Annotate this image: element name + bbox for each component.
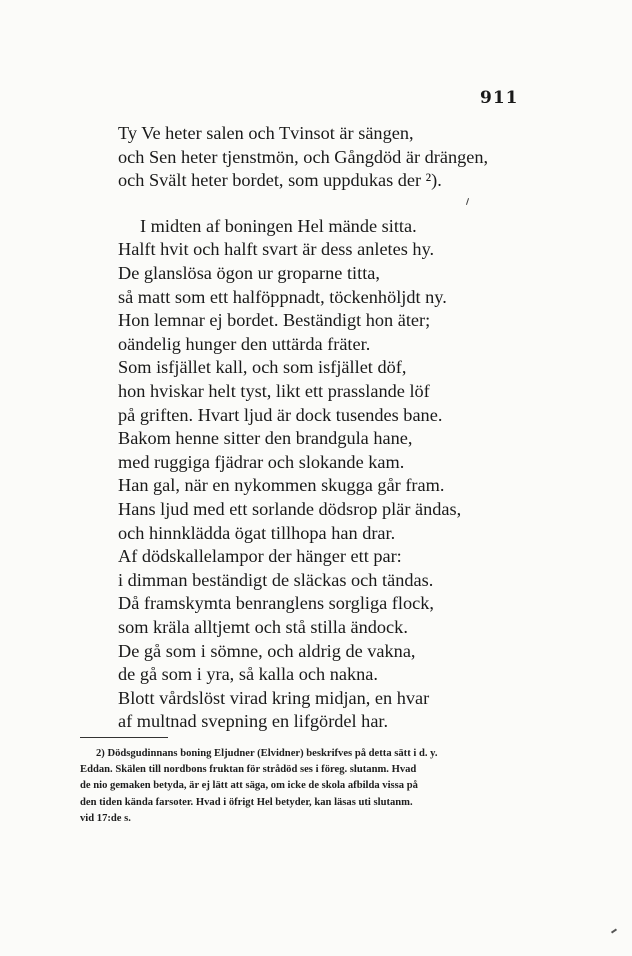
poem-line: Hans ljud med ett sorlande dödsrop plär ändas, (118, 499, 462, 519)
poem-line: och hinnklädda ögat tillhopa han drar. (118, 522, 396, 543)
poem-line: Bakom henne sitter den brandgula hane, (118, 428, 413, 449)
poem-line: Halft hvit och halft svart är dess anletes hy. (118, 239, 435, 260)
page-number: 911 (480, 88, 519, 108)
poem-line: på griften. Hvart ljud är dock tusendes bane. (118, 404, 443, 425)
poem-line: de gå som i yra, så kalla och nakna. (118, 664, 378, 685)
footnote-line: de nio gemaken betyda, är ej lätt att säga, om icke de skola afbilda vissa på (80, 780, 418, 792)
footnote-line: Eddan. Skälen till nordbons fruktan för strådöd ses i föreg. slutanm. Hvad (80, 764, 417, 776)
poem-line: i dimman beständigt de släckas och tändas. (118, 569, 434, 590)
poem-line: hon hviskar helt tyst, likt ett prasslande löf (118, 381, 430, 401)
poem-line: Som isfjället kall, och som isfjället döf, (118, 357, 407, 378)
poem-line: med ruggiga fjädrar och slokande kam. (118, 451, 405, 472)
footnote (80, 746, 532, 827)
footnote-line: vid 17:de s. (80, 812, 131, 824)
poem-line: Af dödskallelampor der hänger ett par: (118, 546, 402, 567)
scan-speck-mark (611, 928, 617, 933)
poem-line: och Svält heter bordet, som uppdukas der ²). (118, 170, 442, 191)
footnote-divider (80, 737, 168, 738)
poem-line: I midten af boningen Hel mände sitta. (140, 215, 417, 236)
poem-line: och Sen heter tjenstmön, och Gångdöd är drängen, (118, 146, 489, 167)
poem-line: af multnad svepning en lifgördel har. (118, 711, 389, 732)
footnote-line: 2) Dödsgudinnans boning Eljudner (Elvidner) beskrifves på detta sätt i d. y. (96, 748, 438, 759)
poem-line: De glanslösa ögon ur groparne titta, (118, 263, 380, 283)
poem-line: som kräla alltjemt och stå stilla ändock. (118, 617, 408, 637)
poem-line: Han gal, när en nykommen skugga går fram. (118, 475, 445, 496)
poem-line: Hon lemnar ej bordet. Beständigt hon äter; (118, 310, 431, 331)
poem-line: Då framskymta benranglens sorgliga flock, (118, 593, 434, 614)
poem-line: Blott vårdslöst virad kring midjan, en hvar (118, 687, 430, 708)
poem-line: så matt som ett halföppnadt, töckenhöljdt ny. (118, 286, 447, 307)
poem-line: De gå som i sömne, och aldrig de vakna, (118, 640, 416, 661)
poem-line: Ty Ve heter salen och Tvinsot är sängen, (118, 123, 414, 143)
poem-line: oändelig hunger den uttärda fräter. (118, 333, 371, 354)
footnote-line: den tiden kända farsoter. Hvad i öfrigt Hel betyder, kan läsas uti slutanm. (80, 796, 413, 808)
